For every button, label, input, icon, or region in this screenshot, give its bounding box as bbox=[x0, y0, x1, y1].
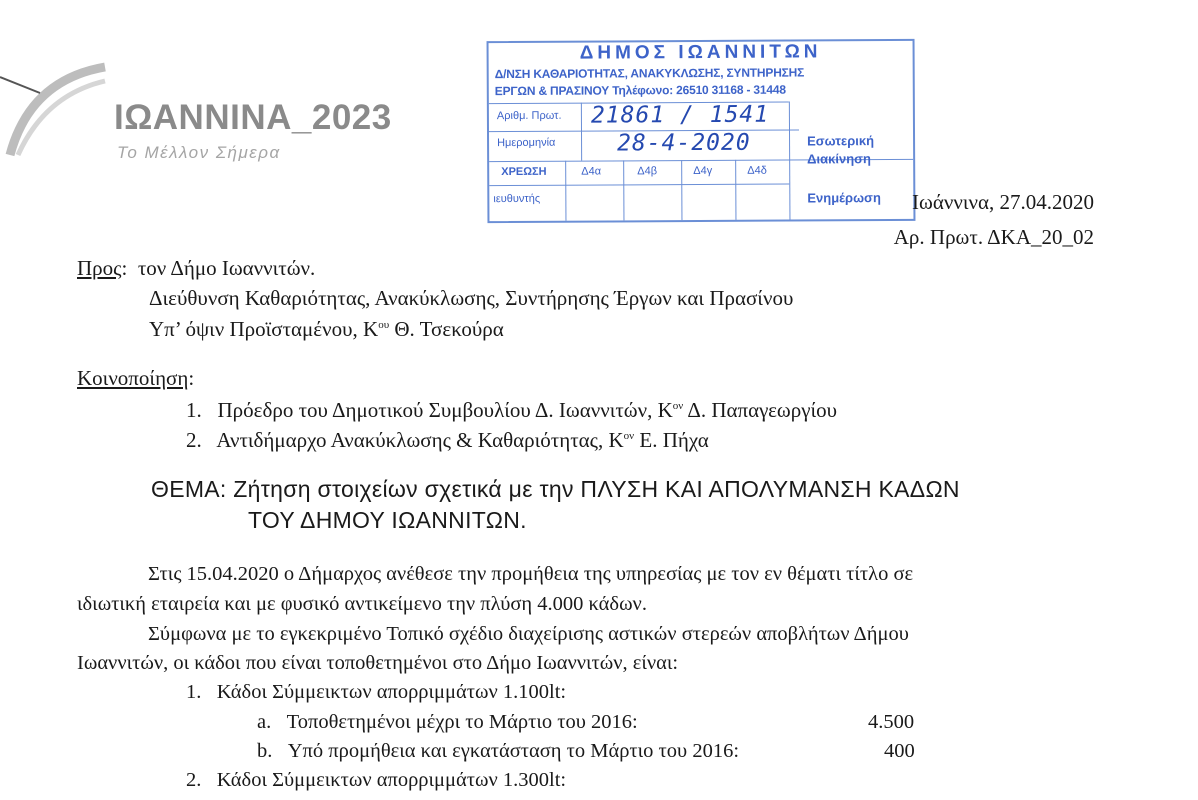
cc-label: Κοινοποίηση bbox=[77, 366, 189, 390]
stamp-date-handwritten: 28-4-2020 bbox=[616, 129, 751, 157]
stamp-prot-label: Αριθμ. Πρωτ. bbox=[496, 109, 562, 123]
stamp-charge-label: ΧΡΕΩΣΗ bbox=[501, 165, 547, 179]
recipient-label-row: Προς: τον Δήμο Ιωαννιτών. bbox=[77, 256, 316, 280]
list-subitem-b: b. Υπό προμήθεια και εγκατάσταση το Μάρτιο του 2016: bbox=[257, 740, 740, 762]
subject-line2: ΤΟΥ ΔΗΜΟΥ ΙΩΑΝΝΙΤΩΝ. bbox=[248, 507, 527, 533]
stamp-prot-handwritten: 21861 / 1541 bbox=[590, 101, 770, 129]
stamp-col-1: Δ4α bbox=[581, 165, 602, 178]
stamp-col-2: Δ4β bbox=[637, 165, 658, 178]
stamp-info: Ενημέρωση bbox=[807, 190, 881, 206]
stamp-internal: Εσωτερική bbox=[807, 133, 875, 149]
stamp-director-label: ιευθυντής bbox=[493, 192, 541, 206]
logo-arc-graphic bbox=[0, 55, 110, 165]
subject-line1: ΘΕΜΑ: Ζήτηση στοιχείων σχετικά με την ΠΛΥΣΗ ΚΑΙ ΑΠΟΛΥΜΑΝΣΗ ΚΑΔΩΝ bbox=[151, 476, 960, 502]
protocol-number: Αρ. Πρωτ. ΔΚΑ_20_02 bbox=[893, 225, 1094, 249]
recipient-line3: Υπ’ όψιν Προϊσταμένου, $K^{o\upsilon}$ Θ. Τσεκούρα bbox=[149, 317, 504, 341]
document-date: Ιωάννινα, 27.04.2020 bbox=[912, 190, 1094, 214]
recipient-line1: τον Δήμο Ιωαννιτών. bbox=[137, 256, 316, 280]
list-item-1: 1. Κάδοι Σύμμεικτων απορριμμάτων 1.100lt: bbox=[186, 681, 567, 703]
list-item-2: 2. Κάδοι Σύμμεικτων απορριμμάτων 1.300lt: bbox=[186, 769, 567, 791]
cc-item-2: 2. Αντιδήμαρχο Ανακύκλωσης & Καθαριότητας, $K^{o\nu}$ Ε. Πήχα bbox=[186, 428, 709, 452]
stamp-col-4: Δ4δ bbox=[747, 164, 767, 177]
stamp-date-label: Ημερομηνία bbox=[497, 136, 556, 150]
paragraph-1-line2: ιδιωτική εταιρεία και με φυσικό αντικείμενο την πλύση 4.000 κάδων. bbox=[77, 593, 647, 615]
recipient-label: Προς bbox=[77, 256, 122, 280]
stamp-dept-line2: ΕΡΓΩΝ & ΠΡΑΣΙΝΟΥ Τηλέφωνο: 26510 31168 - 31448 bbox=[494, 82, 786, 99]
stamp-movement: Διακίνηση bbox=[807, 151, 872, 167]
logo-title: ΙΩΑΝΝΙΝΑ_2023 bbox=[114, 98, 392, 137]
stamp-dept-line1: Δ/ΝΣΗ ΚΑΘΑΡΙΟΤΗΤΑΣ, ΑΝΑΚΥΚΛΩΣΗΣ, ΣΥΝΤΗΡΗΣΗΣ bbox=[494, 65, 805, 82]
list-subitem-a: a. Τοποθετημένοι μέχρι το Μάρτιο του 2016: bbox=[257, 711, 638, 733]
paragraph-2-line1: Σύμφωνα με το εγκεκριμένο Τοπικό σχέδιο διαχείρισης αστικών στερεών αποβλήτων Δήμου bbox=[148, 623, 909, 645]
paragraph-2-line2: Ιωαννιτών, οι κάδοι που είναι τοποθετημένοι στο Δήμο Ιωαννιτών, είναι: bbox=[77, 652, 679, 674]
logo-subtitle: Το Μέλλον Σήμερα bbox=[117, 143, 281, 162]
cc-item-1: 1. Πρόεδρο του Δημοτικού Συμβουλίου Δ. Ιωαννιτών, $K^{o\nu}$ Δ. Παπαγεωργίου bbox=[186, 398, 838, 422]
paragraph-1-line1: Στις 15.04.2020 ο Δήμαρχος ανέθεσε την προμήθεια της υπηρεσίας με τον εν θέματι τίτλο σε bbox=[148, 563, 914, 585]
stamp-col-3: Δ4γ bbox=[693, 164, 713, 178]
cc-label-row: Κοινοποίηση: bbox=[77, 366, 195, 390]
registration-stamp bbox=[487, 39, 916, 223]
list-subitem-b-value: 400 bbox=[884, 740, 915, 762]
list-subitem-a-value: 4.500 bbox=[868, 711, 915, 733]
recipient-line2: Διεύθυνση Καθαριότητας, Ανακύκλωσης, Συντήρησης Έργων και Πρασίνου bbox=[149, 286, 794, 310]
stamp-org: ΔΗΜΟΣ ΙΩΑΝΝΙΤΩΝ bbox=[579, 41, 822, 64]
